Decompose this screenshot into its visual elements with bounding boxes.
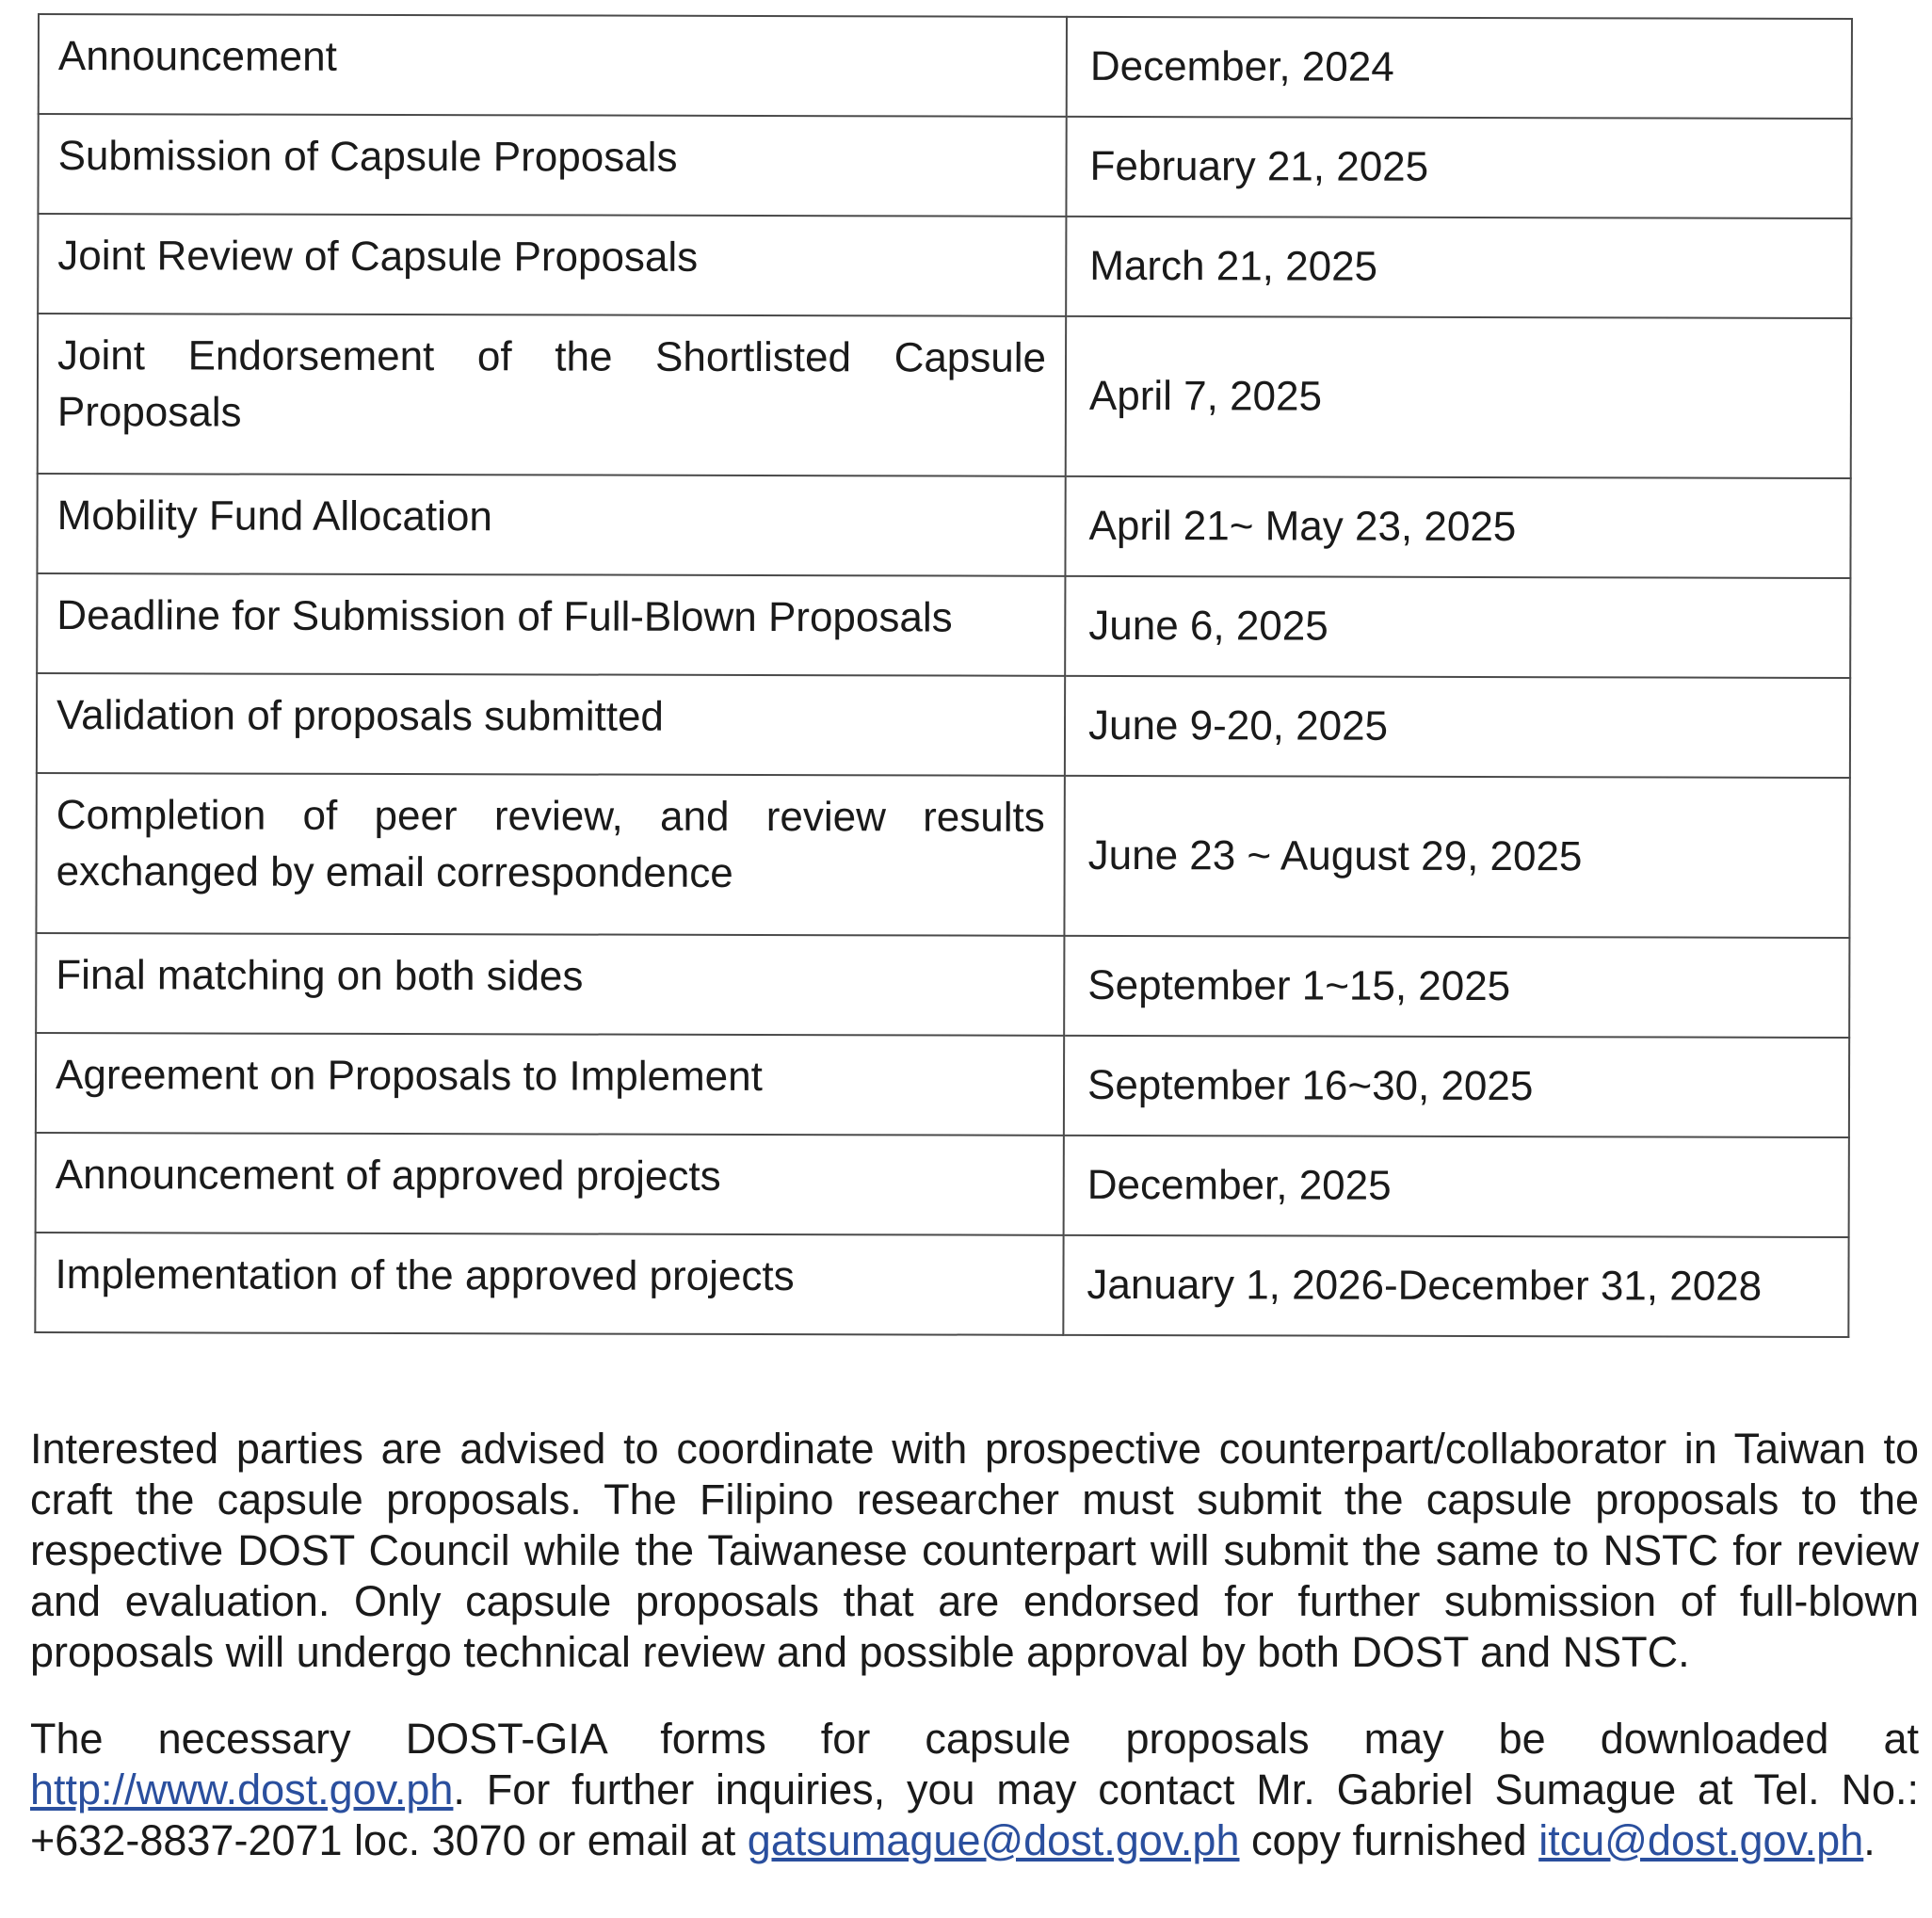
table-row bbox=[38, 114, 1851, 218]
table-row bbox=[37, 673, 1850, 778]
itcu-email-link[interactable]: itcu@dost.gov.ph bbox=[1538, 1816, 1864, 1864]
activity-cell: Validation of proposals submitted bbox=[37, 673, 1065, 776]
date-cell: June 9-20, 2025 bbox=[1065, 676, 1850, 778]
table-row bbox=[36, 1033, 1849, 1137]
table-row bbox=[38, 214, 1851, 318]
date-cell: April 7, 2025 bbox=[1066, 316, 1851, 478]
inquiry-text: . For further inquiries, you may contact Mr. Gabriel Sumague at Tel. No.: +632-8837-2071 loc. 3070 or email at bbox=[30, 1765, 1919, 1864]
activity-cell: Joint Endorsement of the Shortlisted Capsule Proposals bbox=[38, 314, 1066, 476]
table-row bbox=[37, 474, 1850, 578]
activity-cell: Submission of Capsule Proposals bbox=[38, 114, 1066, 217]
forms-paragraph bbox=[30, 1714, 1919, 1866]
table-row bbox=[36, 933, 1849, 1038]
activity-cell: Announcement bbox=[39, 14, 1067, 117]
activity-cell: Final matching on both sides bbox=[36, 933, 1064, 1036]
table-row bbox=[36, 773, 1849, 938]
date-cell: March 21, 2025 bbox=[1066, 217, 1851, 318]
table-row bbox=[38, 314, 1851, 478]
forms-text-intro: The necessary DOST-GIA forms for capsule proposals may be downloaded at bbox=[30, 1715, 1919, 1763]
contact-email-link[interactable]: gatsumague@dost.gov.ph bbox=[747, 1816, 1240, 1864]
date-cell: September 1~15, 2025 bbox=[1064, 936, 1849, 1038]
date-cell: June 23 ~ August 29, 2025 bbox=[1064, 776, 1849, 938]
date-cell: September 16~30, 2025 bbox=[1064, 1036, 1849, 1137]
activity-cell: Joint Review of Capsule Proposals bbox=[38, 214, 1066, 316]
date-cell: December, 2024 bbox=[1067, 17, 1852, 119]
date-cell: January 1, 2026-December 31, 2028 bbox=[1063, 1235, 1848, 1337]
table-row bbox=[35, 1233, 1848, 1337]
date-cell: April 21~ May 23, 2025 bbox=[1065, 476, 1850, 578]
table-row bbox=[37, 573, 1850, 678]
table-row bbox=[36, 1133, 1849, 1237]
paragraph-end-period: . bbox=[1863, 1816, 1876, 1864]
activity-cell: Completion of peer review, and review results exchanged by email correspondence bbox=[36, 773, 1064, 936]
dost-website-link[interactable]: http://www.dost.gov.ph bbox=[30, 1765, 454, 1813]
date-cell: June 6, 2025 bbox=[1065, 576, 1850, 678]
activity-cell: Announcement of approved projects bbox=[36, 1133, 1064, 1235]
coordination-paragraph: Interested parties are advised to coordinate with prospective counterpart/collaborator in Taiwan to craft the capsule proposals. The Filipino researcher must submit the capsule proposals to the respective DOST Council while the Taiwanese counterpart will submit the same to NSTC for review and evaluation. Only capsule proposals that are endorsed for further submission of full-blown proposals will undergo technical review and possible approval by both DOST and NSTC. bbox=[30, 1425, 1919, 1676]
activity-cell: Mobility Fund Allocation bbox=[37, 474, 1065, 576]
date-cell: December, 2025 bbox=[1064, 1136, 1849, 1237]
date-cell: February 21, 2025 bbox=[1066, 117, 1851, 218]
activity-cell: Implementation of the approved projects bbox=[35, 1233, 1063, 1335]
activity-cell: Agreement on Proposals to Implement bbox=[36, 1033, 1064, 1136]
schedule-table bbox=[34, 13, 1853, 1338]
activity-cell: Deadline for Submission of Full-Blown Proposals bbox=[37, 573, 1065, 676]
copy-furnished-text: copy furnished bbox=[1251, 1816, 1527, 1864]
table-row bbox=[39, 14, 1852, 119]
